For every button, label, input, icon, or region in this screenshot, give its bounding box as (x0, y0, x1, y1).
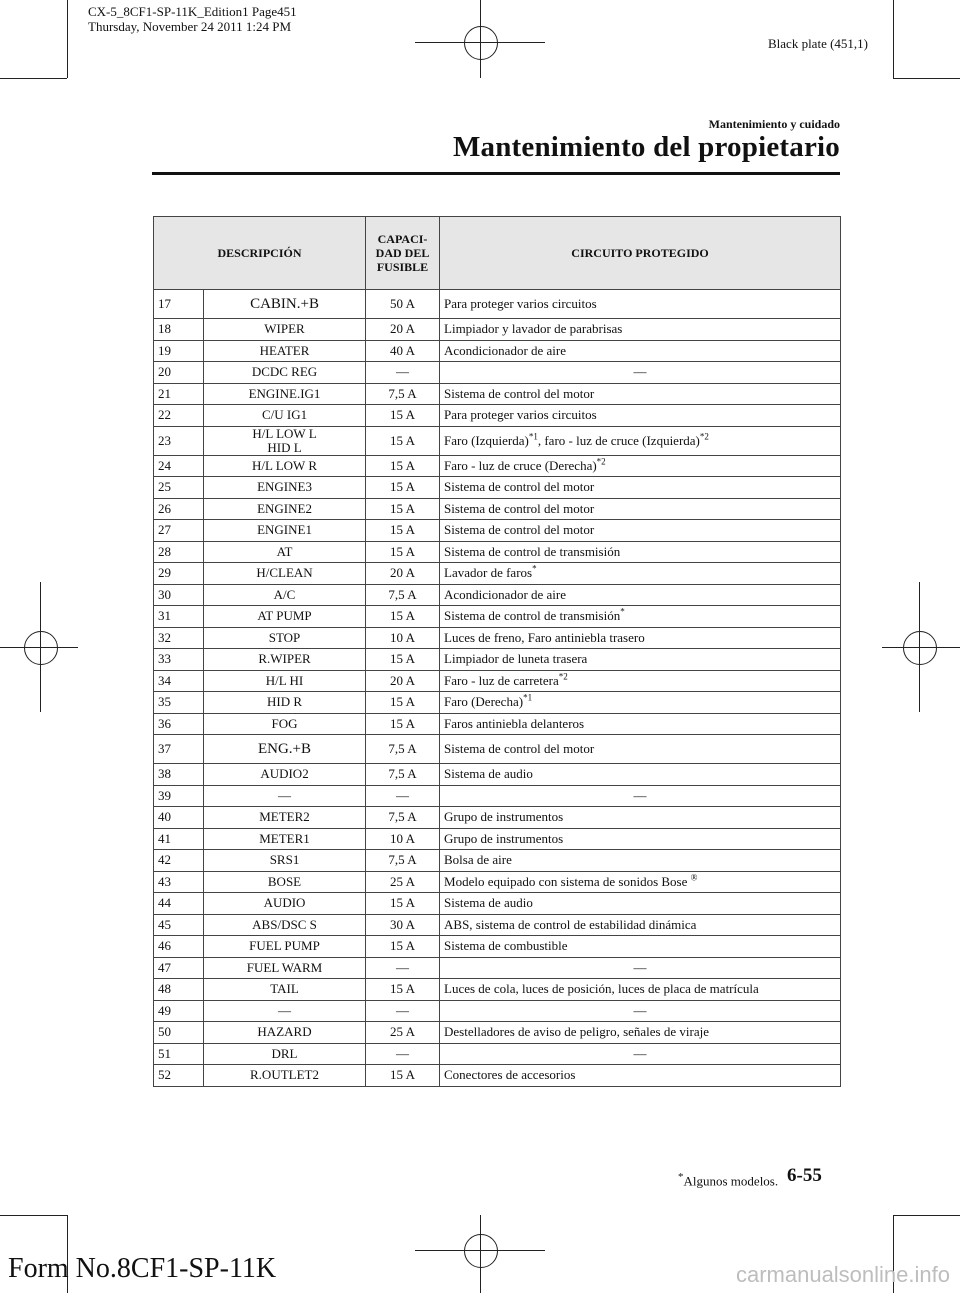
protected-circuit: Sistema de control del motor (440, 477, 841, 499)
fuse-number: 37 (154, 735, 204, 764)
protected-circuit: ― (440, 1000, 841, 1022)
fuse-capacity: ― (366, 1043, 440, 1065)
fuse-number: 21 (154, 383, 204, 405)
crop-mark (893, 0, 894, 78)
fuse-capacity: ― (366, 785, 440, 807)
table-row (154, 405, 841, 427)
fuse-capacity: 15 A (366, 979, 440, 1001)
fuse-name: FUEL PUMP (204, 936, 366, 958)
table-row (154, 713, 841, 735)
fuse-name: H/L HI (204, 670, 366, 692)
table-row (154, 383, 841, 405)
fuse-name: AUDIO (204, 893, 366, 915)
crop-mark (67, 0, 68, 78)
protected-circuit: ― (440, 1043, 841, 1065)
fuse-capacity: 10 A (366, 627, 440, 649)
page-number: 6-55 (787, 1165, 822, 1186)
fuse-number: 28 (154, 541, 204, 563)
fuse-number: 24 (154, 455, 204, 477)
crop-mark (893, 78, 960, 79)
fuse-number: 47 (154, 957, 204, 979)
fuse-name: AUDIO2 (204, 764, 366, 786)
protected-circuit: Luces de cola, luces de posición, luces de placa de matrícula (440, 979, 841, 1001)
protected-circuit: Sistema de control de transmisión* (440, 606, 841, 628)
fuse-capacity: 30 A (366, 914, 440, 936)
fuse-number: 42 (154, 850, 204, 872)
fuse-name: H/L LOW L HID L (204, 426, 366, 455)
header-circuit: CIRCUITO PROTEGIDO (440, 217, 841, 290)
table-row (154, 914, 841, 936)
fuse-capacity: 20 A (366, 670, 440, 692)
protected-circuit: Grupo de instrumentos (440, 828, 841, 850)
table-row (154, 1065, 841, 1087)
header-description: DESCRIPCIÓN (154, 217, 366, 290)
protected-circuit: Sistema de control de transmisión (440, 541, 841, 563)
table-row (154, 455, 841, 477)
fuse-capacity: 7,5 A (366, 764, 440, 786)
protected-circuit: Sistema de combustible (440, 936, 841, 958)
protected-circuit: Sistema de audio (440, 893, 841, 915)
protected-circuit: Faros antiniebla delanteros (440, 713, 841, 735)
fuse-number: 25 (154, 477, 204, 499)
fuse-name: METER1 (204, 828, 366, 850)
table-row (154, 764, 841, 786)
fuse-capacity: 7,5 A (366, 584, 440, 606)
fuse-name: C/U IG1 (204, 405, 366, 427)
registration-circle (24, 631, 58, 665)
table-row (154, 735, 841, 764)
fuse-name: SRS1 (204, 850, 366, 872)
fuse-capacity: 50 A (366, 290, 440, 319)
protected-circuit: ABS, sistema de control de estabilidad dinámica (440, 914, 841, 936)
fuse-name: H/L LOW R (204, 455, 366, 477)
fuse-table (153, 216, 841, 1087)
fuse-number: 17 (154, 290, 204, 319)
fuse-name: DCDC REG (204, 362, 366, 384)
fuse-name: R.WIPER (204, 649, 366, 671)
fuse-capacity: 15 A (366, 498, 440, 520)
footnote (678, 1171, 778, 1189)
protected-circuit: Sistema de control del motor (440, 520, 841, 542)
table-row (154, 785, 841, 807)
fuse-number: 33 (154, 649, 204, 671)
table-row (154, 1000, 841, 1022)
protected-circuit: ― (440, 957, 841, 979)
protected-circuit: Para proteger varios circuitos (440, 290, 841, 319)
fuse-name: ENGINE.IG1 (204, 383, 366, 405)
fuse-name: FUEL WARM (204, 957, 366, 979)
fuse-capacity: 15 A (366, 520, 440, 542)
protected-circuit: Conectores de accesorios (440, 1065, 841, 1087)
fuse-number: 51 (154, 1043, 204, 1065)
fuse-capacity: 20 A (366, 563, 440, 585)
fuse-number: 35 (154, 692, 204, 714)
fuse-number: 19 (154, 340, 204, 362)
fuse-name: ABS/DSC S (204, 914, 366, 936)
fuse-number: 44 (154, 893, 204, 915)
watermark: carmanualsonline.info (735, 1262, 950, 1287)
fuse-name: R.OUTLET2 (204, 1065, 366, 1087)
protected-circuit: Bolsa de aire (440, 850, 841, 872)
fuse-name: DRL (204, 1043, 366, 1065)
protected-circuit: ― (440, 785, 841, 807)
fuse-name: ― (204, 1000, 366, 1022)
fuse-capacity: 7,5 A (366, 383, 440, 405)
protected-circuit: Faro - luz de carretera$^{*2}$ (440, 670, 841, 692)
fuse-name: TAIL (204, 979, 366, 1001)
table-row (154, 828, 841, 850)
fuse-capacity: 15 A (366, 713, 440, 735)
table-row (154, 563, 841, 585)
table-row (154, 1043, 841, 1065)
print-date-line: Thursday, November 24 2011 1:24 PM (88, 19, 292, 34)
fuse-name: AT (204, 541, 366, 563)
table-row (154, 936, 841, 958)
fuse-name: ENG.+B (204, 735, 366, 764)
protected-circuit: Limpiador y lavador de parabrisas (440, 319, 841, 341)
section-subtitle: Mantenimiento y cuidado (708, 117, 840, 131)
fuse-number: 29 (154, 563, 204, 585)
fuse-name: HAZARD (204, 1022, 366, 1044)
protected-circuit: Faro (Derecha)$^{*1}$ (440, 692, 841, 714)
fuse-capacity: 7,5 A (366, 850, 440, 872)
fuse-number: 43 (154, 871, 204, 893)
table-row (154, 670, 841, 692)
fuse-number: 50 (154, 1022, 204, 1044)
fuse-number: 41 (154, 828, 204, 850)
fuse-table-body (154, 290, 841, 1087)
fuse-number: 22 (154, 405, 204, 427)
table-row (154, 957, 841, 979)
fuse-number: 45 (154, 914, 204, 936)
table-row (154, 692, 841, 714)
protected-circuit: Modelo equipado con sistema de sonidos Bose ® (440, 871, 841, 893)
table-row (154, 871, 841, 893)
print-file-line: CX-5_8CF1-SP-11K_Edition1 Page451 (88, 4, 297, 19)
form-number: Form No.8CF1-SP-11K (8, 1253, 277, 1284)
fuse-name: BOSE (204, 871, 366, 893)
table-row (154, 584, 841, 606)
protected-circuit: Lavador de faros* (440, 563, 841, 585)
registration-circle (464, 1234, 498, 1268)
fuse-capacity: 40 A (366, 340, 440, 362)
table-row (154, 426, 841, 455)
table-row (154, 606, 841, 628)
table-header-row (154, 217, 841, 290)
table-row (154, 290, 841, 319)
crop-mark (0, 1215, 67, 1216)
registration-circle (903, 631, 937, 665)
fuse-name: CABIN.+B (204, 290, 366, 319)
plate-label: Black plate (451,1) (768, 36, 868, 51)
fuse-name: ENGINE3 (204, 477, 366, 499)
fuse-number: 18 (154, 319, 204, 341)
protected-circuit: Destelladores de aviso de peligro, señales de viraje (440, 1022, 841, 1044)
protected-circuit: Faro (Izquierda)$^{*1}$, faro - luz de cruce (Izquierda)$^{*2}$ (440, 426, 841, 455)
fuse-name: ENGINE2 (204, 498, 366, 520)
table-row (154, 1022, 841, 1044)
protected-circuit: Sistema de control del motor (440, 498, 841, 520)
fuse-name: A/C (204, 584, 366, 606)
fuse-capacity: 15 A (366, 606, 440, 628)
fuse-capacity: 15 A (366, 541, 440, 563)
table-row (154, 520, 841, 542)
protected-circuit: Sistema de control del motor (440, 735, 841, 764)
fuse-number: 39 (154, 785, 204, 807)
fuse-number: 38 (154, 764, 204, 786)
fuse-number: 23 (154, 426, 204, 455)
table-row (154, 541, 841, 563)
fuse-capacity: 7,5 A (366, 735, 440, 764)
fuse-number: 48 (154, 979, 204, 1001)
fuse-number: 31 (154, 606, 204, 628)
fuse-name: WIPER (204, 319, 366, 341)
fuse-capacity: 15 A (366, 426, 440, 455)
protected-circuit: Grupo de instrumentos (440, 807, 841, 829)
fuse-capacity: 7,5 A (366, 807, 440, 829)
fuse-capacity: 15 A (366, 692, 440, 714)
table-row (154, 477, 841, 499)
header-capacity: CAPACI- DAD DEL FUSIBLE (366, 217, 440, 290)
fuse-number: 49 (154, 1000, 204, 1022)
fuse-capacity: ― (366, 1000, 440, 1022)
fuse-capacity: 15 A (366, 455, 440, 477)
protected-circuit: ― (440, 362, 841, 384)
fuse-name: HEATER (204, 340, 366, 362)
protected-circuit: Faro - luz de cruce (Derecha)$^{*2}$ (440, 455, 841, 477)
fuse-number: 36 (154, 713, 204, 735)
fuse-capacity: ― (366, 362, 440, 384)
table-row (154, 319, 841, 341)
fuse-name: FOG (204, 713, 366, 735)
fuse-capacity: 25 A (366, 871, 440, 893)
fuse-number: 32 (154, 627, 204, 649)
table-row (154, 893, 841, 915)
protected-circuit: Sistema de audio (440, 764, 841, 786)
fuse-capacity: 15 A (366, 405, 440, 427)
fuse-name: HID R (204, 692, 366, 714)
fuse-number: 26 (154, 498, 204, 520)
fuse-number: 34 (154, 670, 204, 692)
fuse-capacity: 15 A (366, 477, 440, 499)
table-row (154, 498, 841, 520)
fuse-name: METER2 (204, 807, 366, 829)
fuse-number: 46 (154, 936, 204, 958)
fuse-number: 52 (154, 1065, 204, 1087)
footnote-text: Algunos modelos. (683, 1173, 779, 1189)
footnote-mark: * (678, 1171, 684, 1183)
protected-circuit: Para proteger varios circuitos (440, 405, 841, 427)
protected-circuit: Limpiador de luneta trasera (440, 649, 841, 671)
fuse-capacity: 15 A (366, 936, 440, 958)
fuse-capacity: ― (366, 957, 440, 979)
table-row (154, 362, 841, 384)
protected-circuit: Acondicionador de aire (440, 584, 841, 606)
crop-mark (0, 78, 67, 79)
fuse-capacity: 10 A (366, 828, 440, 850)
fuse-number: 40 (154, 807, 204, 829)
protected-circuit: Sistema de control del motor (440, 383, 841, 405)
fuse-name: ― (204, 785, 366, 807)
fuse-capacity: 15 A (366, 893, 440, 915)
table-row (154, 627, 841, 649)
fuse-name: STOP (204, 627, 366, 649)
table-row (154, 649, 841, 671)
fuse-capacity: 25 A (366, 1022, 440, 1044)
fuse-number: 20 (154, 362, 204, 384)
table-row (154, 807, 841, 829)
fuse-number: 27 (154, 520, 204, 542)
table-row (154, 979, 841, 1001)
fuse-name: AT PUMP (204, 606, 366, 628)
fuse-capacity: 15 A (366, 649, 440, 671)
table-row (154, 850, 841, 872)
protected-circuit: Luces de freno, Faro antiniebla trasero (440, 627, 841, 649)
fuse-name: ENGINE1 (204, 520, 366, 542)
crop-mark (893, 1215, 960, 1216)
fuse-number: 30 (154, 584, 204, 606)
fuse-name: H/CLEAN (204, 563, 366, 585)
protected-circuit: Acondicionador de aire (440, 340, 841, 362)
table-row (154, 340, 841, 362)
fuse-capacity: 20 A (366, 319, 440, 341)
registration-circle (464, 26, 498, 60)
title-rule (152, 172, 840, 175)
fuse-capacity: 15 A (366, 1065, 440, 1087)
page-title: Mantenimiento del propietario (452, 131, 840, 163)
